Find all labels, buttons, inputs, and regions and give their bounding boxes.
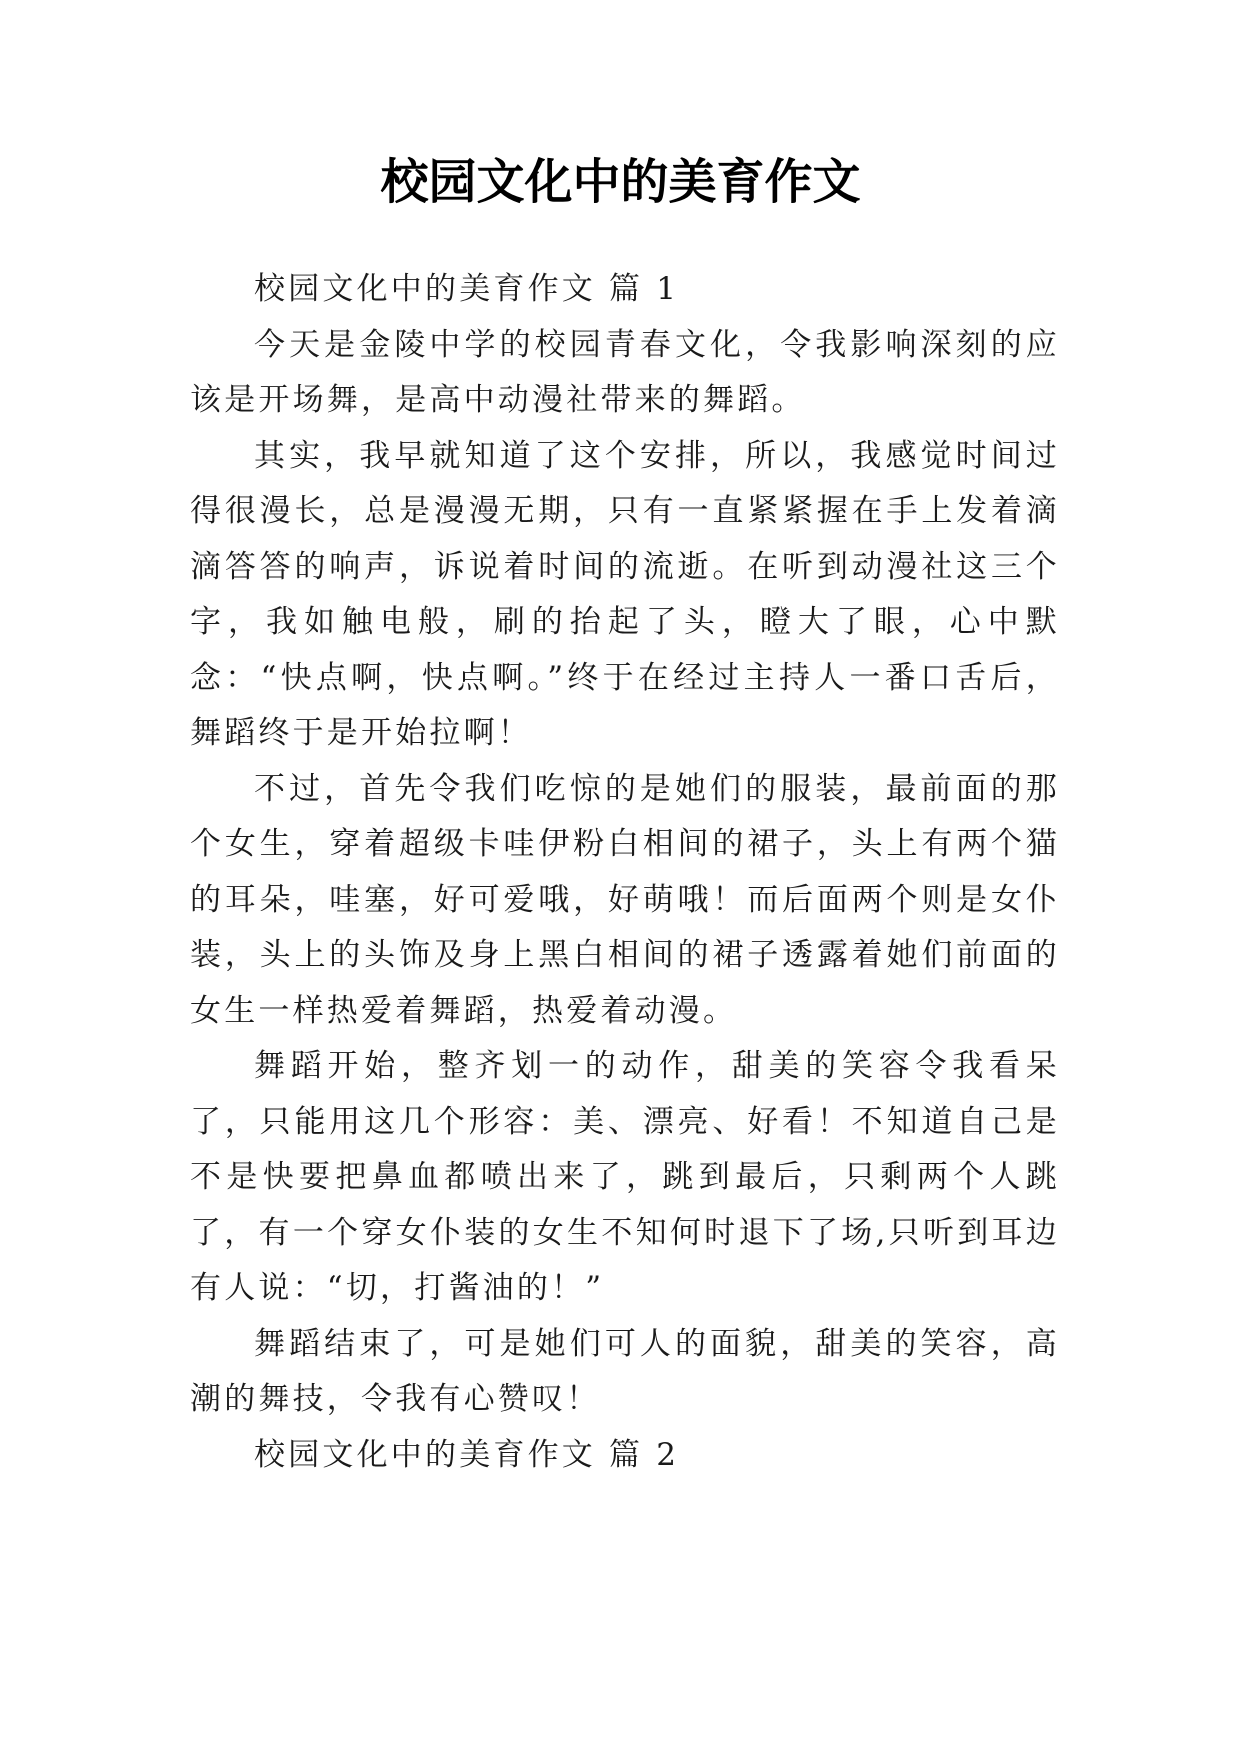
paragraph-1: 今天是金陵中学的校园青春文化，令我影响深刻的应该是开场舞，是高中动漫社带来的舞蹈。 <box>190 326 1060 418</box>
paragraph-3: 不过，首先令我们吃惊的是她们的服装，最前面的那个女生，穿着超级卡哇伊粉白相间的裙子，头上有两个猫的耳朵，哇塞，好可爱哦，好萌哦！而后面两个则是女仆装，头上的头饰及身上黑白相间的裙子透露着她们前面的女生一样热爱着舞蹈，热爱着动漫。 <box>190 770 1060 1029</box>
section-heading-2: 校园文化中的美育作文 篇 2 <box>254 1436 680 1473</box>
document-body <box>190 262 1060 1483</box>
paragraph-5: 舞蹈结束了，可是她们可人的面貌，甜美的笑容，高潮的舞技，令我有心赞叹！ <box>190 1325 1060 1417</box>
paragraph-4: 舞蹈开始，整齐划一的动作，甜美的笑容令我看呆了，只能用这几个形容：美、漂亮、好看！不知道自己是不是快要把鼻血都喷出来了，跳到最后，只剩两个人跳了，有一个穿女仆装的女生不知何时退下了场,只听到耳边有人说：“切，打酱油的！” <box>190 1048 1060 1306</box>
paragraph-2: 其实，我早就知道了这个安排，所以，我感觉时间过得很漫长，总是漫漫无期，只有一直紧紧握在手上发着滴滴答答的响声，诉说着时间的流逝。在听到动漫社这三个字，我如触电般，刷的抬起了头，瞪大了眼，心中默念：“快点啊，快点啊。”终于在经过主持人一番口舌后，舞蹈终于是开始拉啊！ <box>190 437 1060 751</box>
document-title: 校园文化中的美育作文 <box>380 154 861 210</box>
section-heading-1: 校园文化中的美育作文 篇 1 <box>254 271 680 307</box>
